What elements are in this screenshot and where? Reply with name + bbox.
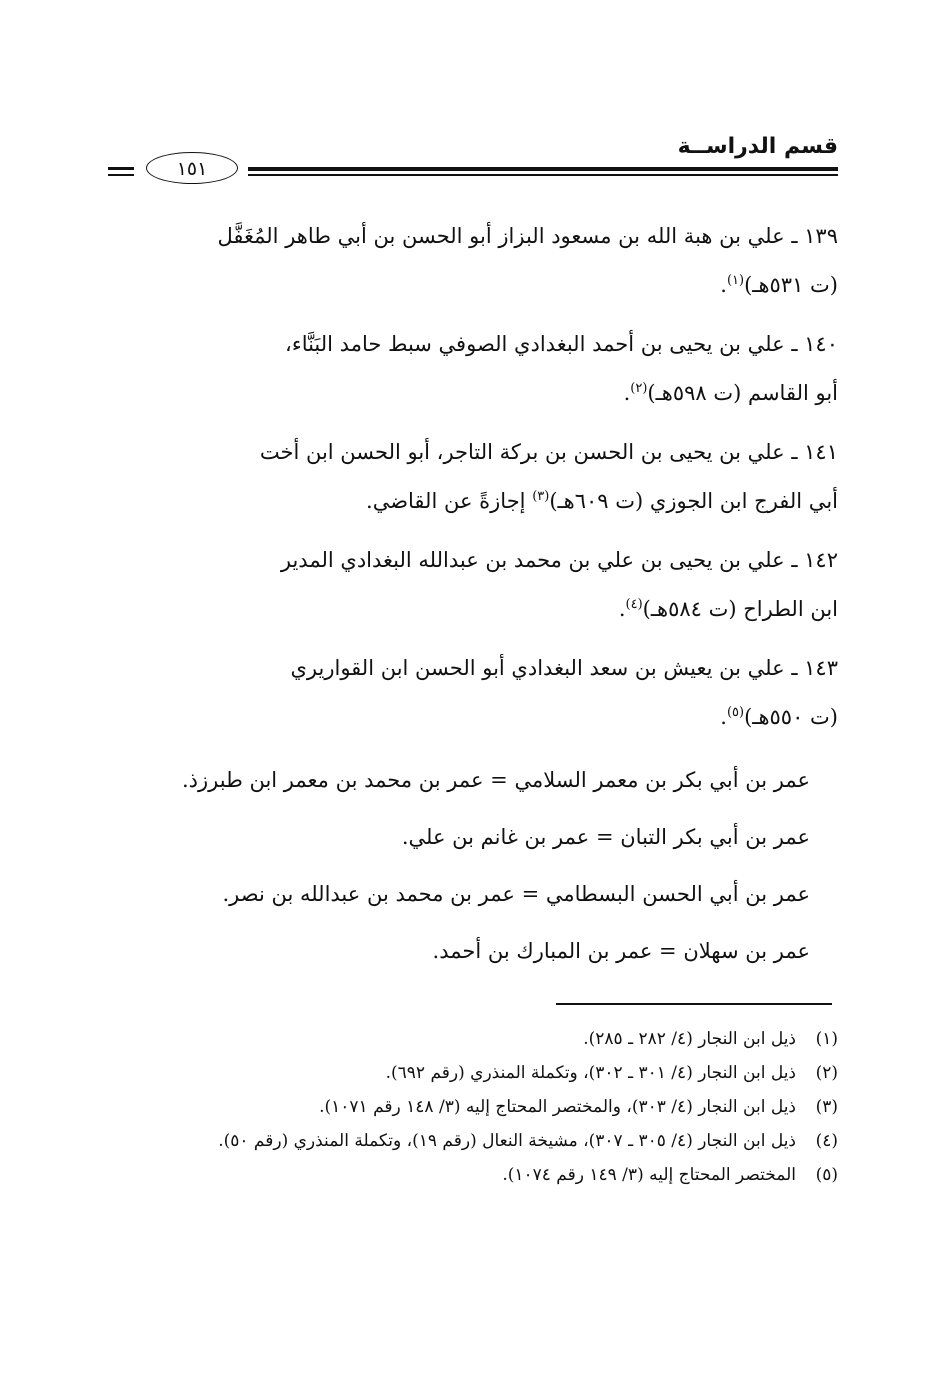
body-text bbox=[108, 212, 838, 980]
entry-line: ١٤٠ ـ علي بن يحيى بن أحمد البغدادي الصوفي سبط حامد البَنَّاء، bbox=[285, 332, 838, 356]
entry-line: ١٤٢ ـ علي بن يحيى بن علي بن محمد بن عبدالله البغدادي المدير bbox=[280, 548, 838, 572]
entry-line-end: . bbox=[720, 705, 727, 729]
footnote-number: (٣) bbox=[815, 1097, 838, 1117]
entry-line-text: (ت ٥٣١هـ) bbox=[744, 273, 838, 297]
footnote-ref: (٣) bbox=[532, 489, 550, 504]
footnote-separator bbox=[556, 1003, 832, 1005]
footnote-number: (٤) bbox=[815, 1131, 838, 1151]
footnote bbox=[108, 1158, 838, 1192]
entry-line bbox=[108, 693, 838, 742]
entry-line-end: . bbox=[618, 597, 626, 621]
entry-line bbox=[108, 261, 838, 310]
entry-line-end: . bbox=[720, 273, 727, 297]
entry-line-text: ابن الطراح (ت ٥٨٤هـ) bbox=[642, 597, 838, 621]
footnote-text: المختصر المحتاج إليه (٣/ ١٤٩ رقم ١٠٧٤). bbox=[502, 1165, 796, 1185]
footnote-ref: (١) bbox=[726, 273, 745, 288]
entry-line bbox=[108, 369, 838, 418]
page-number: ١٥١ bbox=[146, 152, 238, 184]
footnote bbox=[108, 1124, 838, 1158]
biography-entry bbox=[108, 212, 838, 310]
entry-line-text: أبو القاسم (ت ٥٩٨هـ) bbox=[647, 381, 838, 405]
biography-entry bbox=[108, 644, 838, 742]
footnote-text: ذيل ابن النجار (٤/ ٣٠١ ـ ٣٠٢)، وتكملة المنذري (رقم ٦٩٢). bbox=[385, 1063, 796, 1083]
entry-line-text: (ت ٥٥٠هـ) bbox=[744, 705, 838, 729]
entry-line-end: . bbox=[623, 381, 631, 405]
footnote-ref: (٢) bbox=[630, 381, 648, 396]
footnote-text: ذيل ابن النجار (٤/ ٣٠٣)، والمختصر المحتاج إليه (٣/ ١٤٨ رقم ١٠٧١). bbox=[319, 1097, 796, 1117]
footnote-number: (٢) bbox=[815, 1063, 838, 1083]
header-rule-left-a bbox=[108, 167, 134, 170]
footnote bbox=[108, 1090, 838, 1124]
header-rule-thin bbox=[248, 174, 838, 176]
section-title: قسم الدراســة bbox=[677, 134, 838, 159]
footnote-ref: (٥) bbox=[726, 705, 745, 720]
entry-line bbox=[108, 477, 838, 526]
entry-line-end: إجازةً عن القاضي. bbox=[366, 489, 533, 513]
entry-line: ١٣٩ ـ علي بن هبة الله بن مسعود البزاز أبو الحسن بن أبي طاهر المُغَفَّل bbox=[217, 224, 838, 248]
header-rule-left-b bbox=[108, 174, 134, 176]
footnote bbox=[108, 1056, 838, 1090]
page-header bbox=[108, 130, 838, 190]
footnote-text: ذيل ابن النجار (٤/ ٢٨٢ ـ ٢٨٥). bbox=[583, 1029, 796, 1049]
footnote-number: (٥) bbox=[815, 1165, 838, 1185]
cross-reference: عمر بن أبي الحسن البسطامي = عمر بن محمد بن عبدالله بن نصر. bbox=[222, 882, 810, 906]
biography-entry bbox=[108, 428, 838, 526]
biography-entry bbox=[108, 320, 838, 418]
biography-entry bbox=[108, 536, 838, 634]
header-rule-thick bbox=[248, 167, 838, 171]
cross-reference: عمر بن أبي بكر التبان = عمر بن غانم بن علي. bbox=[401, 825, 810, 849]
footnote-text: ذيل ابن النجار (٤/ ٣٠٥ ـ ٣٠٧)، مشيخة النعال (رقم ١٩)، وتكملة المنذري (رقم ٥٠). bbox=[218, 1131, 796, 1151]
footnote-ref: (٤) bbox=[625, 597, 643, 612]
entry-line: ١٤١ ـ علي بن يحيى بن الحسن بن بركة التاجر، أبو الحسن ابن أخت bbox=[259, 440, 838, 464]
footnotes bbox=[108, 1022, 838, 1192]
entry-line bbox=[108, 585, 838, 634]
cross-reference: عمر بن سهلان = عمر بن المبارك بن أحمد. bbox=[432, 939, 810, 963]
cross-reference: عمر بن أبي بكر بن معمر السلامي = عمر بن محمد بن معمر ابن طبرزذ. bbox=[181, 768, 810, 792]
footnote-number: (١) bbox=[815, 1029, 838, 1049]
entry-line-text: أبي الفرج ابن الجوزي (ت ٦٠٩هـ) bbox=[549, 489, 838, 513]
footnote bbox=[108, 1022, 838, 1056]
entry-line: ١٤٣ ـ علي بن يعيش بن سعد البغدادي أبو الحسن ابن القواريري bbox=[290, 656, 838, 680]
